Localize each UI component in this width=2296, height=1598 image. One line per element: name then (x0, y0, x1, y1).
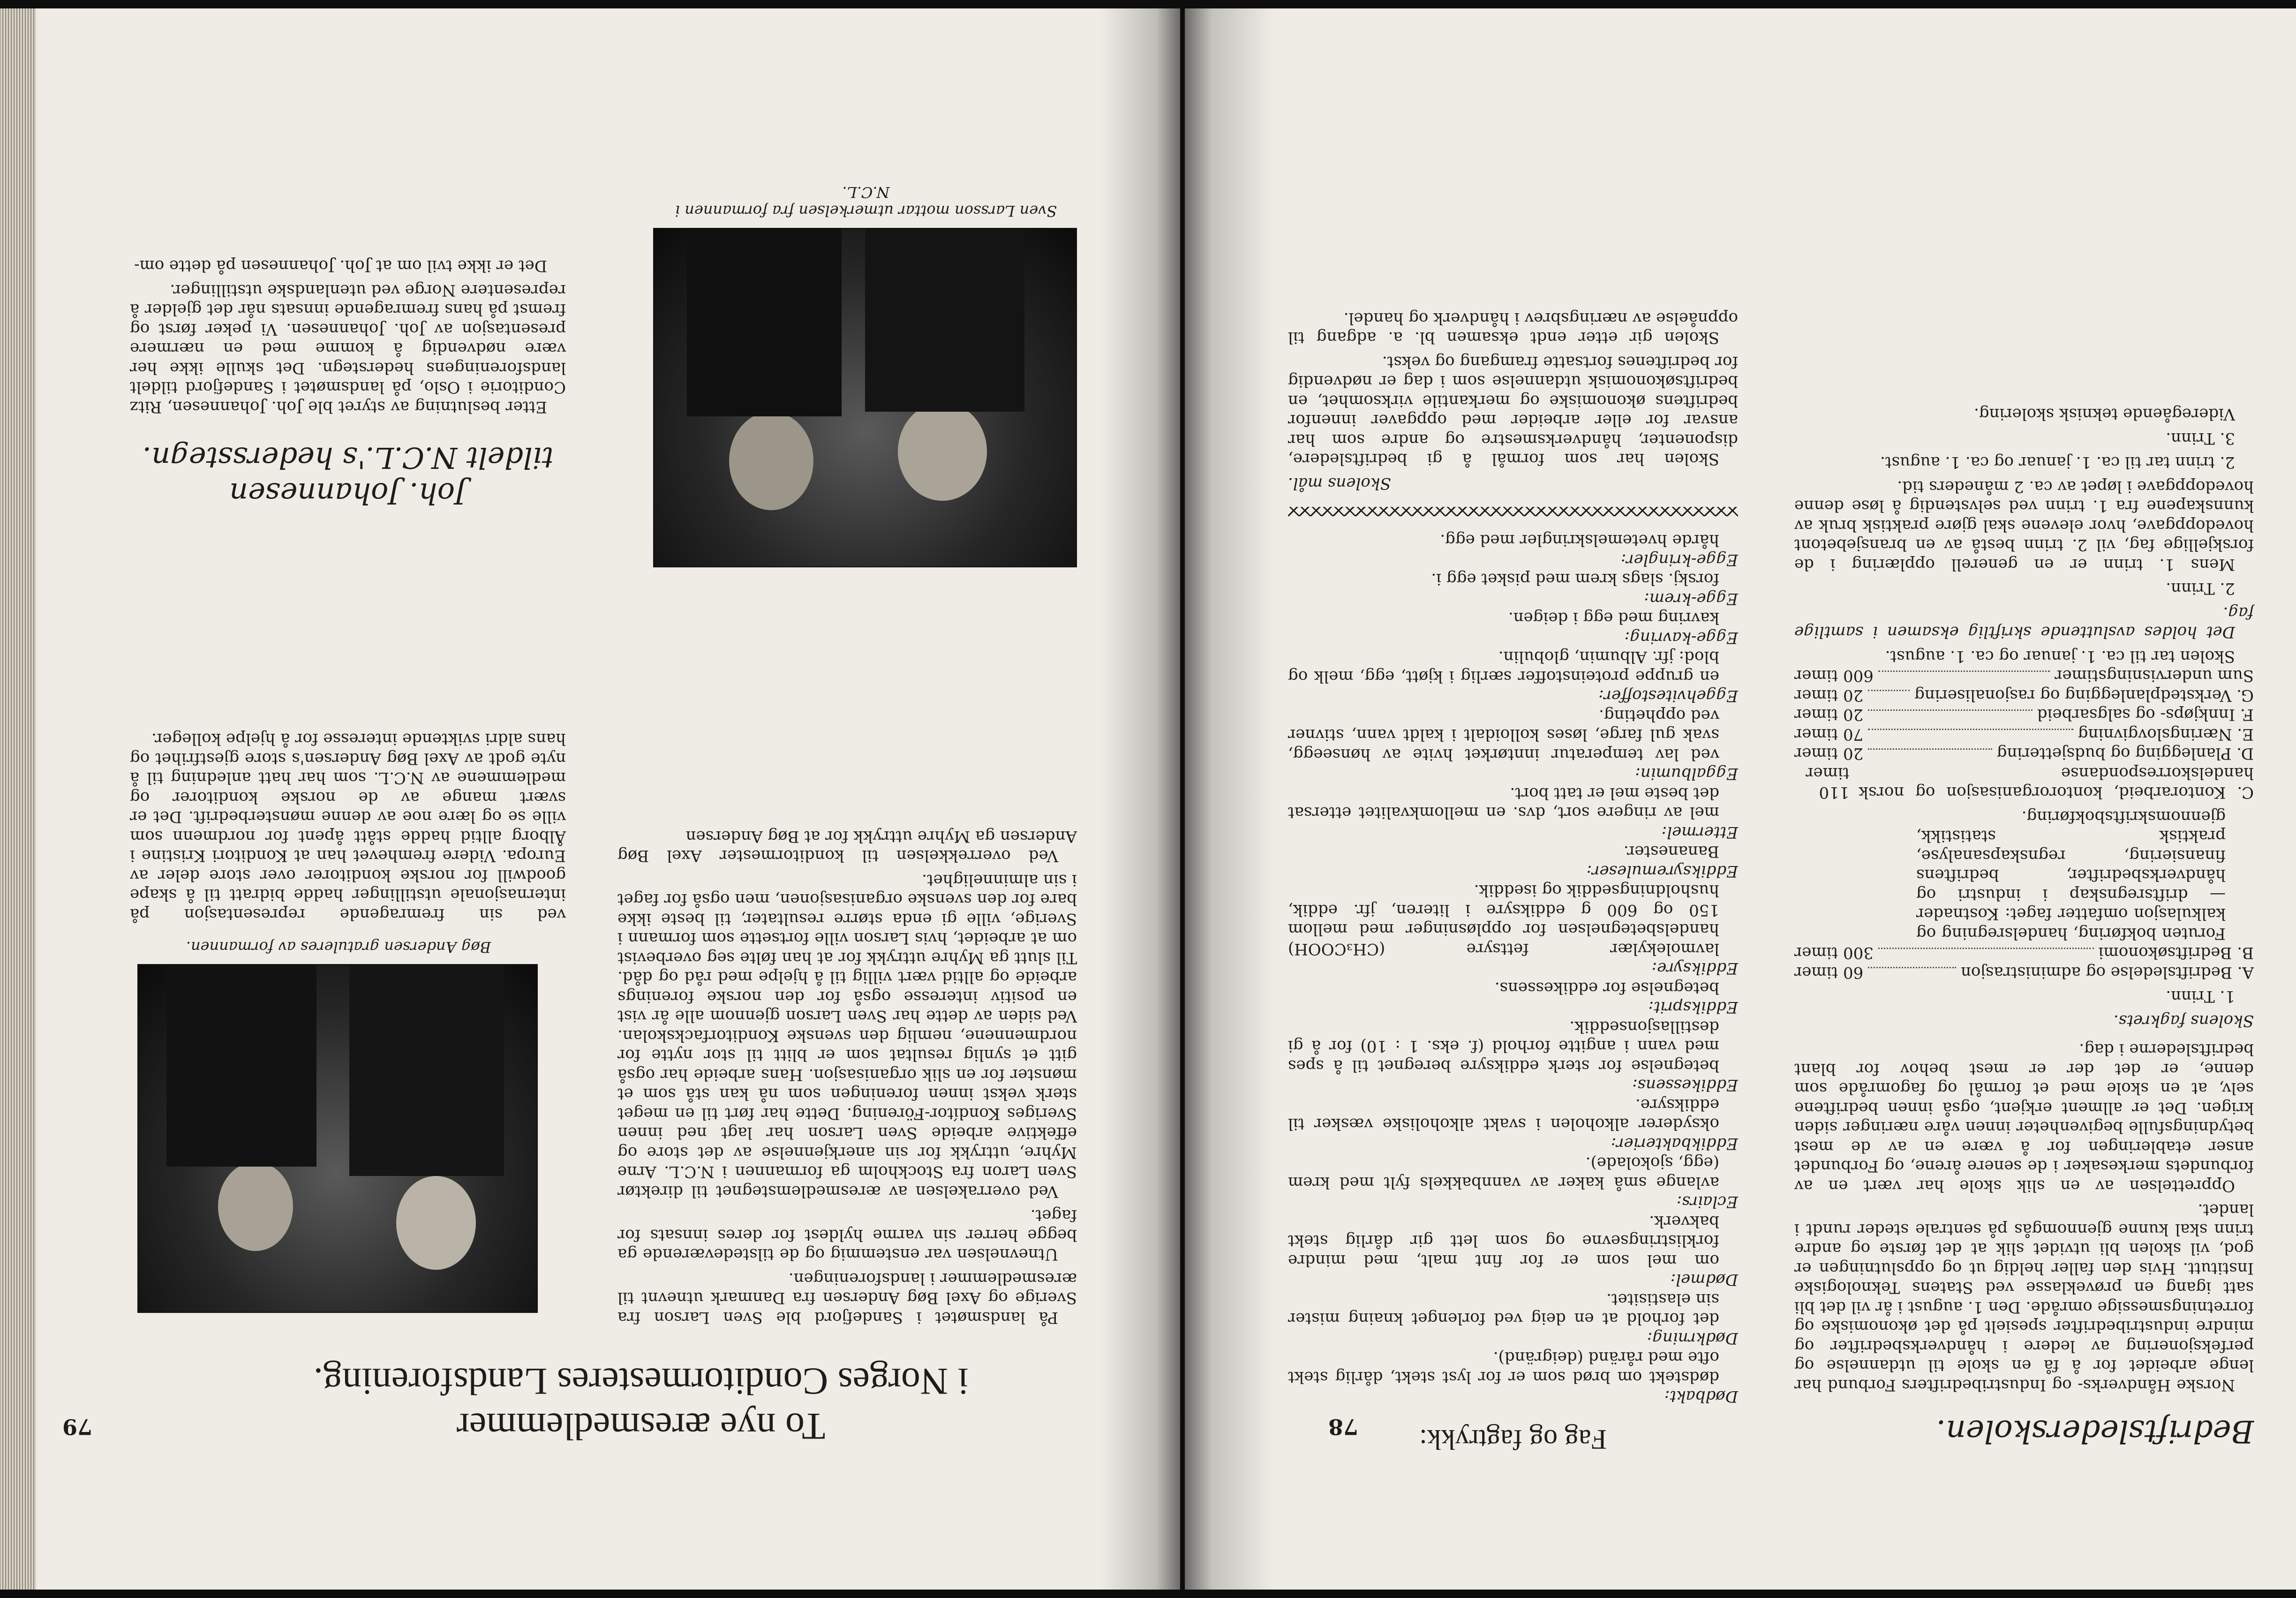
list-item-g-hours: 20 timer (1794, 686, 1864, 705)
glossary-definition: oksyderer alkoholen i svakt alkoholiske væsker til eddiksyre. (1288, 1095, 1719, 1134)
glossary-definition: kavring med egg i deigen. (1508, 609, 1719, 628)
glossary-term: Eggehvitestoffer: (1598, 686, 1738, 706)
list-item-f-label: F. Innkjøps- og salgsarbeid (2037, 705, 2254, 724)
list-item-f (1794, 705, 2254, 724)
glossary-definition: en gruppe proteinstoffer særlig i kjøtt, egg, melk og blod: jfr. Albumin, globulin. (1288, 648, 1719, 686)
heading-joh-johannesen (130, 440, 566, 511)
list-item-b-label: B. Bedriftsøkonomi (2098, 943, 2254, 963)
glossary-term: Eddiksyre: (1651, 959, 1738, 978)
heading-joh-johannesen-line1: Joh. Johannesen (229, 476, 467, 511)
list-item-e-label: E. Næringslovgivning (2078, 725, 2254, 744)
heading-bedriftslederskolen: Bedriftslederskolen. (1936, 1413, 2254, 1449)
photo-figure-head (218, 1162, 293, 1251)
list-item-e-hours: 70 timer (1794, 725, 1864, 744)
glossary-term: Dødbakt: (1664, 1387, 1738, 1406)
paragraph-utnevnelsen: Utnevnelsen var enstemmig og de tilstedeværende ga begge herrer sin varme hyldest for deres innsats for faget. (617, 1206, 1077, 1264)
list-item-b (1794, 943, 2254, 963)
paragraph-johannesen-2: Det er ikke tvil om at Joh. Johannesen på dette om- (134, 256, 547, 276)
gutter-shadow-right (1100, 8, 1180, 1590)
column-fag-og-fagtrykk (1288, 304, 1738, 1455)
paragraph-landsmotet: På landsmøtet i Sandefjord ble Sven Larson fra Sverige og Axel Bøg Andersen fra Danmark utnevnt til æresmedlemmer i landsforeningen. (617, 1269, 1077, 1327)
leader-dots (1868, 709, 2033, 724)
list-item-sum-label: Sum undervisningstimer (2055, 666, 2254, 686)
glossary-definition: ved lav temperatur inntørket hvite av hønseegg, svak gul farge, løses kolloidalt i kaldt vann, stivner ved oppheting. (1288, 706, 1719, 764)
paragraph-trinn-2-start: 2. trinn tar til ca. 1. januar og ca. 1. august. (1880, 453, 2235, 472)
glossary-term: Egge-krem: (1644, 589, 1738, 608)
photo-sven-larsson (653, 228, 1077, 567)
leader-dots (1878, 671, 2050, 686)
gutter-shadow-left (1185, 8, 1274, 1590)
glossary-definition: betegnelse for sterk eddiksyre beregnet til å spes med vann i angitte forhold (f. eks. 1 : 10) for å gi destillasjonseddik. (1288, 1018, 1719, 1075)
column-aeresmedlemmer (617, 822, 1077, 1327)
glossary-definition: betegnelse for eddikessens. (1494, 979, 1719, 997)
photo-figure-suit (349, 965, 504, 1176)
column-bedriftslederskolen (1794, 400, 2254, 1449)
heading-joh-johannesen-line2: tildelt N.C.L.'s hedersstegn. (142, 441, 554, 475)
label-trinn-2: 2. Trinn. (2166, 579, 2235, 598)
paragraph-sven-larson: Ved overrakelsen av æresmedlemstegnet til direktør Sven Laron fra Stockholm ga formannen i N.C.L. Arne Myhre, uttrykk for sin anerkjennelse av det store og effektive arbeide Sven Larson har lagt ned innen Sveriges Kondítor-Förening. Dette har ført til en meget sterk vekst innen foreningen som nå kan stå som et mønster for en slik organisasjon. Hans arbeide har også gitt et synlig resultat som er blitt til stor nytte for nordmennene, nemlig den svenske Konditorfackskolan. Ved siden av dette har Sven Larson gjennom alle år vist en positiv interesse også for den norske forenings arbeide og alltid vært villig til å hjelpe med råd og dåd. Til slutt ga Myhre uttrykk for at han følte seg overbevist om at arbeidet, hvis Larson ville fortsette som formann i Sverige, ville gi enda større resultater, til beste ikke bare for den svenske organisasjonen, men også for faget i sin alminnelighet. (617, 871, 1077, 1201)
photo-bog-andersen (137, 964, 538, 1313)
photo-figure-suit (687, 229, 842, 416)
glossary-term: Eddikessens: (1632, 1076, 1738, 1095)
paragraph-maal-2: Skolen gir etter endt eksamen bl. a. adgang til oppnåelse av næringsbrev i håndverk og handel. (1288, 309, 1738, 347)
paragraph-skolen-tar-til: Skolen tar til ca. 1. januar og ca. 1. august. (1885, 647, 2235, 666)
list-item-g-label: G. Verkstedplanlegging og rasjonalisering (1914, 686, 2254, 705)
glossary-term: Egge-kringler: (1620, 550, 1738, 569)
glossary-definition: Bananester. (1624, 842, 1719, 861)
page-78 (1185, 8, 2296, 1590)
page-79 (36, 8, 1180, 1590)
glossary-definition: forskj. slags krem med pisket egg i. (1431, 570, 1719, 589)
photo-figure-suit (166, 965, 316, 1167)
glossary (1288, 530, 1738, 1406)
glossary-term: Dødmel: (1670, 1270, 1738, 1289)
list-item-a (1794, 963, 2254, 982)
label-trinn-3: 3. Trinn. (2166, 429, 2235, 448)
photo-figure-suit (865, 229, 1024, 412)
list-item-c-hours: 110 timer (1806, 764, 1850, 802)
list-item-c (1794, 763, 2254, 802)
page-edges (0, 8, 36, 1590)
label-skolens-maal: Skolens mål. (1288, 474, 1391, 493)
glossary-term: Dødkrning: (1647, 1329, 1738, 1348)
paragraph-opprettelsen: Opprettelsen av en slik skole har vært en av forbundets merkesaker i de senere årene, og Forbundet anser etableringen for å være en av de mest betydningsfulle begivenheter innen våre næringer siden krigen. Det er allment erkjent, også innen bedriftene selv, at en skole med et formål og fagområde som denne, er det der er mest behov for blant bedriftslederne i dag. (1794, 1040, 2254, 1195)
paragraph-intro: Norske Håndverks- og Industribedrifters Forbund har lenge arbeidet for å få en skole til utdannelse og perfeksjonering av ledere i håndverksbedrifter og mindre industribedrifter spesielt på det økonomiske og forretningsmessige område. Den 1. august i år vil det bli satt igang en prøveklasse ved Statens Teknologiske Institutt. Hvis den faller heldig ut og oppslutningen er god, vil skolen bli utvidet slik at det første og andre trinn skal kunne gjennomgås på sentrale steder rundt i landet. (1794, 1200, 2254, 1394)
list-item-e (1794, 724, 2254, 744)
photo-figure-head (729, 412, 813, 510)
paragraph-bog-andersen-continued: ved sin fremragende representasjon på internasjonale utstillinger hadde bidratt til å skape goodwill for norske konditorer over store deler av Europa. Videre fremhevet han at Konditori Kristine i Ålborg alltid hadde stått åpent for nordmenn som ville se og lære noe av denne mønsterbedrift. Det er svært mange av de norske konditorer og medlemmene av N.C.L. som har hatt anledning til å nyte godt av Axel Bøg Andersen's store gjestfrihet og hans aldri sviktende interesse for å hjelpe kolleger. (130, 730, 566, 924)
glossary-term: Eddiksprit: (1648, 998, 1738, 1017)
glossary-definition: hårde hvetemelskringler med egg. (1440, 531, 1719, 550)
list-item-f-hours: 20 timer (1794, 705, 1864, 724)
list-item-d-hours: 20 timer (1794, 744, 1864, 763)
leader-dots (1868, 690, 1910, 705)
heading-fag-og-fagtrykk: Fag og fagtrykk: (1419, 1424, 1607, 1455)
page-number-79: 79 (62, 1414, 92, 1440)
paragraph-maal-1: Skolen har som formål å gi bedriftsledere, disponenter, håndverksmestre og andre som har ansvar for eller arbeider med oppgaver innenfor bedriftens økonomiske og merkantile virksomhet, en bedriftsøkonomisk utdannelse som i dag er nødvendig for bedriftenes fortsatte framgang og vekst. (1288, 353, 1738, 469)
column-bog-andersen-continued (130, 724, 566, 924)
paragraph-bog-andersen: Ved overrekkelsen til konditormester Axel Bøg Andersen ga Myhre uttrykk for at Bøg Andersen (617, 827, 1077, 866)
list-item-d (1794, 744, 2254, 763)
photo-figure-head (396, 1176, 476, 1270)
list-item-a-label: A. Bedriftsledelse og administrasjon (1961, 963, 2254, 982)
list-item-g (1794, 686, 2254, 705)
glossary-term: Egge-kavring: (1624, 628, 1738, 647)
decorative-divider (1288, 507, 1738, 516)
glossary-term: Eggalbumin: (1635, 764, 1738, 784)
heading-norges-conditormesteres: i Norges Conditormesteres Landsforening. (313, 1360, 969, 1403)
glossary-definition: om mel som er for fint malt, med mindre forklistringsevne og som lett gir dårlig stekt bakverk. (1288, 1212, 1719, 1270)
paragraph-eksamen: Det holdes avsluttende skriftlig eksamen i samtlige fag. (1794, 603, 2254, 642)
heading-to-nye-aeresmedlemmer: To nye æresmedlemmer (456, 1405, 826, 1448)
label-fagkrets: Skolens fagkrets. (2113, 1011, 2254, 1030)
list-item-d-label: D. Planlegging og budsjettering (1996, 744, 2254, 763)
glossary-definition: avlange små kaker av vannbakkels fylt med krem (egg, sjokolade). (1288, 1153, 1719, 1192)
list-item-sum (1794, 666, 2254, 686)
list-item-c-label: C. Kontorarbeid, kontororganisasjon og norsk handelskorrespondanse (1859, 764, 2254, 802)
article-header (196, 1359, 1086, 1449)
label-trinn-1: 1. Trinn. (2166, 987, 2235, 1006)
leader-dots (1868, 967, 1956, 982)
leader-dots (1868, 729, 2073, 744)
glossary-term: Ettermel: (1661, 823, 1738, 842)
page-number-78: 78 (1328, 1414, 1358, 1440)
paragraph-trinn-3: Videregående teknisk skolering. (1974, 405, 2235, 424)
list-item-a-hours: 60 timer (1794, 963, 1864, 982)
glossary-definition: dødstekt om brød som er for lyst stekt, dårlig stekt ofte med råränd (deigränd). (1288, 1348, 1719, 1387)
glossary-term: Eclairs: (1676, 1192, 1738, 1212)
glossary-definition: det forhold at en deig ved forlenget knaing mister sin elastisitet. (1288, 1290, 1719, 1328)
leader-dots (1868, 748, 1992, 763)
list-item-sum-hours: 600 timer (1794, 666, 1874, 686)
column-johannesen (130, 251, 566, 511)
glossary-term: Eddiksyremuleser: (1586, 862, 1738, 881)
caption-sven-larsson: Sven Larsson mottar utmerkelsen fra formannen i N.C.L. (675, 183, 1057, 220)
list-item-b-hours: 300 timer (1794, 943, 1874, 963)
photo-figure-head (898, 402, 987, 501)
glossary-term: Eddikbakterier: (1611, 1134, 1738, 1153)
paragraph-b-detail: Foruten bokføring, handelsregning og kalkulasjon omfatter faget: Kostnader — driftsregnskap i industri og håndverksbedrifter, bedriftens finansiering, regnskapsanalyse, praktisk statistikk, gjennomskriftsbokføring. (1916, 807, 2226, 943)
caption-bog-andersen: Bøg Andersen gratuleres av formannen. (186, 938, 491, 956)
paragraph-trinn-2: Mens 1. trinn er en generell opplæring i de forskjellige fag, vil 2. trinn bestå av en bransjebetont hovedoppgave, hvor elevene skal gjøre praktisk bruk av kunnskapene fra 1. trinn ved selvstendig å løse denne hovedoppgave i løpet av ca. 2 måneders tid. (1794, 477, 2254, 574)
leader-dots (1878, 948, 2094, 963)
glossary-definition: mel av ringere sort, dvs. en mellomkvalitet ettersat det beste mel er tatt bort. (1288, 784, 1719, 822)
paragraph-johannesen-1: Etter beslutning av styret ble Joh. Johannesen, Ritz Conditorie i Oslo, på landsmøtet i Sandefjord tildelt landsforeningens hederstegn. Det skulle ikke her være nødvendig å komme med en nærmere presentasjon av Joh. Johannesen. Vi peker først og fremst på hans fremragende innsats når det gjelder å representere Norge ved utenlandske utstillinger. (130, 281, 566, 416)
glossary-definition: lavmolekylær fettsyre (CH₃COOH) handelsbetegnelsen for oppløsninger med mellom 150 og 600 g eddiksyre i literen, jfr. eddik, husholdningseddik og iseddik. (1288, 881, 1719, 958)
